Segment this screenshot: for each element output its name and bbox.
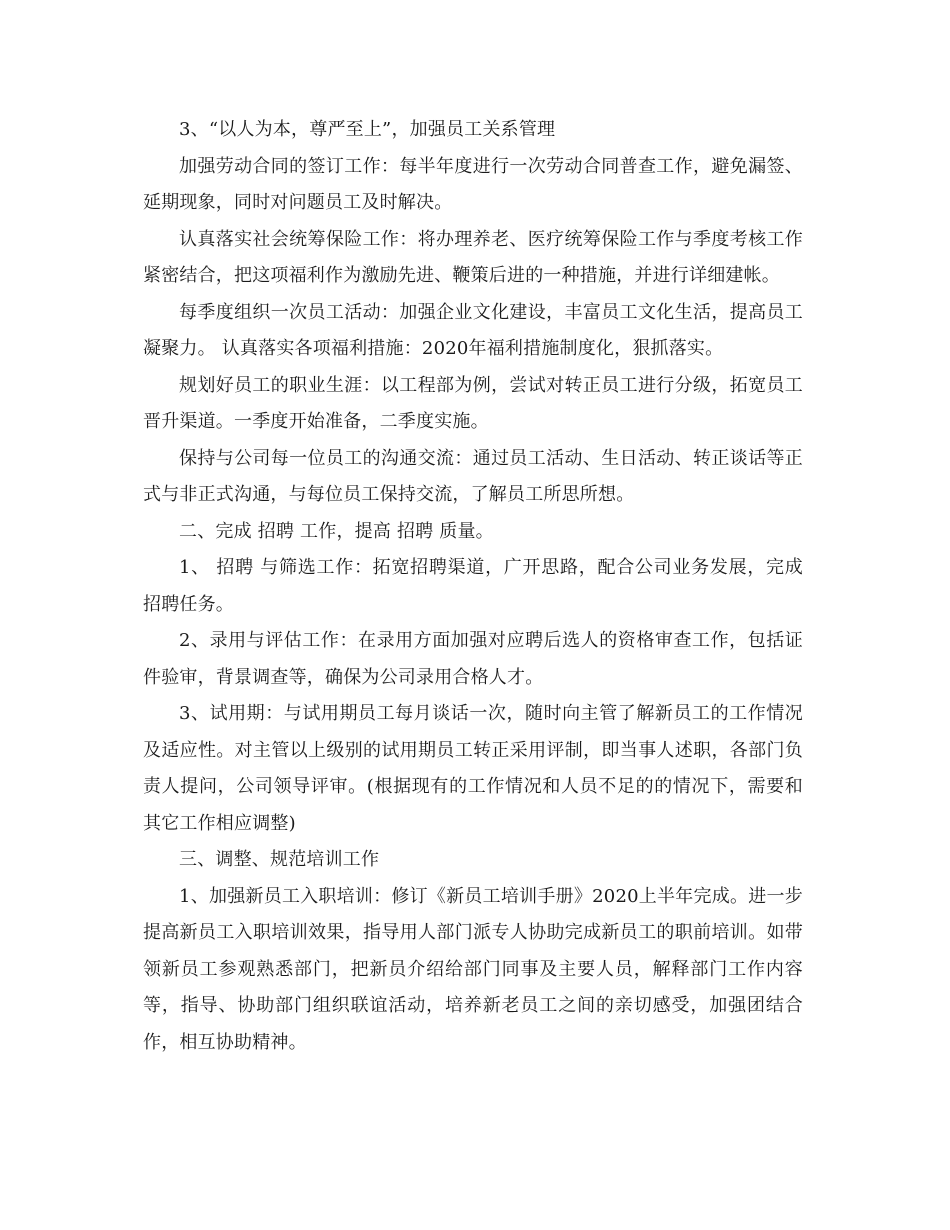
paragraph-career-planning: 规划好员工的职业生涯：以工程部为例，尝试对转正员工进行分级，拓宽员工晋升渠道。一季度开始准备，二季度实施。 [143,374,803,432]
paragraph-hiring-evaluation: 2、录用与评估工作：在录用方面加强对应聘后选人的资格审查工作，包括证件验审，背景调查等，确保为公司录用合格人才。 [143,630,803,688]
paragraph-employee-relations-heading: 3、“以人为本，尊严至上”，加强员工关系管理 [179,119,556,140]
paragraph-recruitment-heading: 二、完成 招聘 工作，提高 招聘 质量。 [179,520,494,542]
document-body [143,112,803,1061]
paragraph-onboarding-training: 1、加强新员工入职培训：修订《新员工培训手册》2020上半年完成。进一步提高新员工入职培训效果，指导用人部门派专人协助完成新员工的职前培训。如带领新员工参观熟悉部门，把新员介绍给部门同事及主要人员，解释部门工作内容等，指导、协助部门组织联谊活动，培养新老员工之间的亲切感受，加强团结合作，相互协助精神。 [143,885,803,1053]
paragraph-quarterly-activity: 每季度组织一次员工活动：加强企业文化建设，丰富员工文化生活，提高员工凝聚力。 认真落实各项福利措施：2020年福利措施制度化，狠抓落实。 [143,301,803,359]
paragraph-training-heading: 三、调整、规范培训工作 [179,849,380,870]
paragraph-probation: 3、试用期：与试用期员工每月谈话一次，随时向主管了解新员工的工作情况及适应性。对主管以上级别的试用期员工转正采用评制，即当事人述职，各部门负责人提问，公司领导评审。(根据现有的工作情况和人员不足的的情况下，需要和其它工作相应调整) [143,703,803,834]
paragraph-labor-contract: 加强劳动合同的签订工作：每半年度进行一次劳动合同普查工作，避免漏签、延期现象，同时对问题员工及时解决。 [143,155,803,213]
paragraph-communication: 保持与公司每一位员工的沟通交流：通过员工活动、生日活动、转正谈话等正式与非正式沟通，与每位员工保持交流，了解员工所思所想。 [143,447,803,505]
paragraph-recruitment-screening: 1、 招聘 与筛选工作：拓宽招聘渠道，广开思路，配合公司业务发展，完成招聘任务。 [143,557,803,615]
paragraph-social-insurance: 认真落实社会统筹保险工作：将办理养老、医疗统筹保险工作与季度考核工作紧密结合，把这项福利作为激励先进、鞭策后进的一种措施，并进行详细建帐。 [143,228,803,286]
